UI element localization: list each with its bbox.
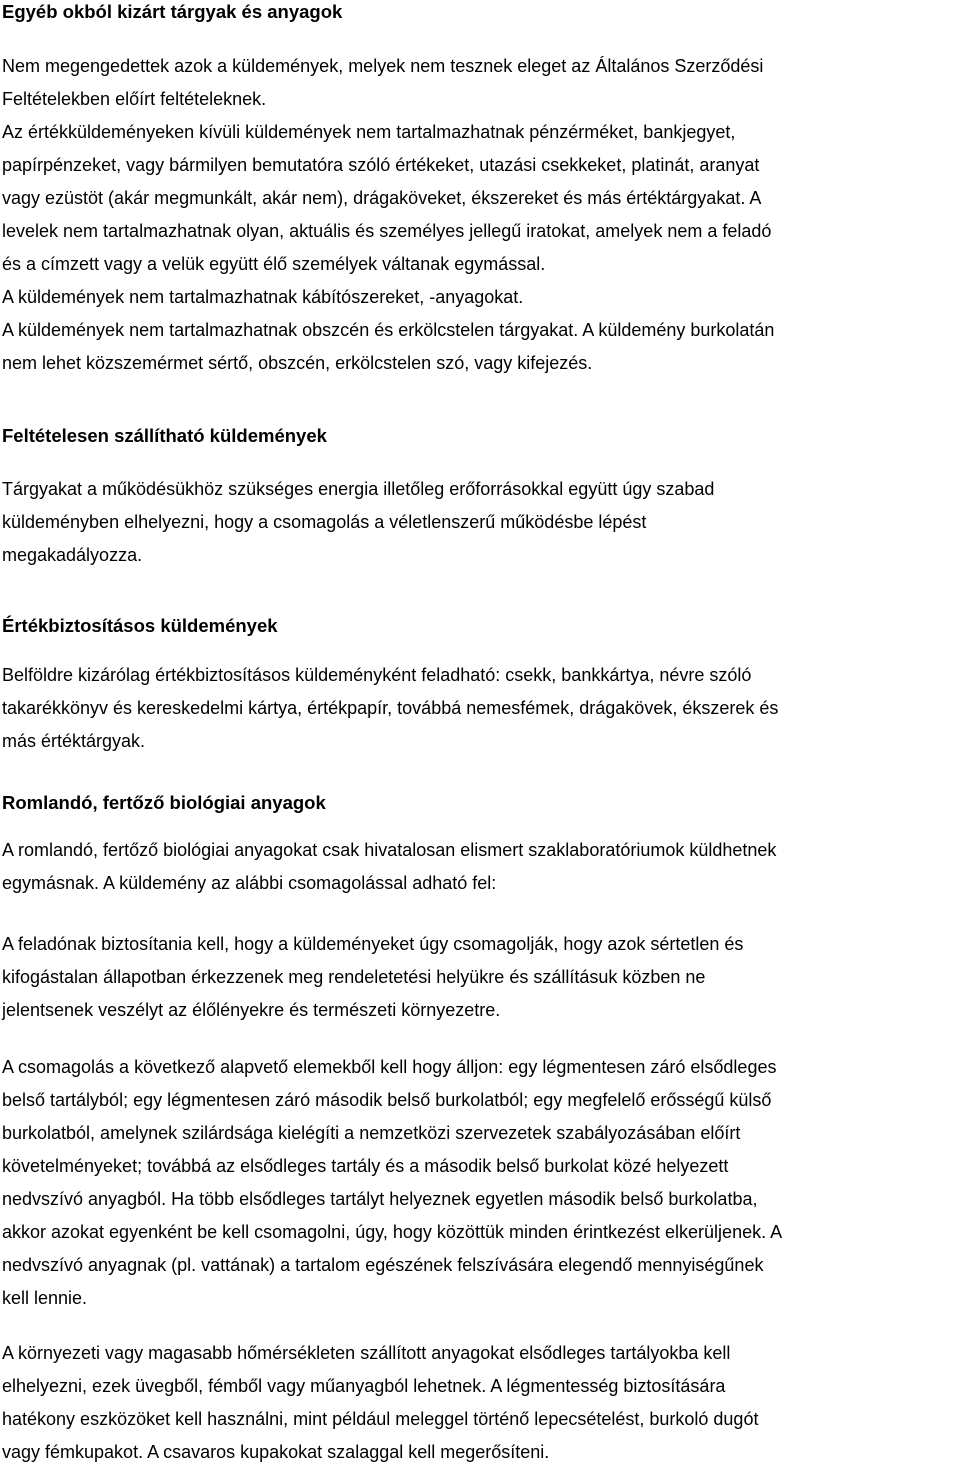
- text-line: vagy ezüstöt (akár megmunkált, akár nem), drágaköveket, ékszereket és más értéktárgyakat. A: [2, 188, 762, 208]
- text-line: nedvszívó anyagnak (pl. vattának) a tartalom egészének felszívására elegendő mennyiségűnek: [2, 1255, 764, 1275]
- text-line: takarékkönyv és kereskedelmi kártya, értékpapír, továbbá nemesfémek, drágakövek, ékszerek és: [2, 698, 779, 718]
- text-line: A romlandó, fertőző biológiai anyagokat csak hivatalosan elismert szaklaboratóriumok küldhetnek: [2, 840, 777, 860]
- text-line: A küldemények nem tartalmazhatnak kábítószereket, -anyagokat.: [2, 287, 524, 307]
- text-line: hatékony eszközöket kell használni, mint például meleggel történő lepecsételést, burkoló dugót: [2, 1409, 759, 1429]
- text-line: nem lehet közszemérmet sértő, obszcén, erkölcstelen szó, vagy kifejezés.: [2, 353, 593, 373]
- section-heading: Feltételesen szállítható küldemények: [2, 425, 327, 446]
- text-line: Feltételekben előírt feltételeknek.: [2, 89, 267, 109]
- paragraph: [2, 1337, 758, 1469]
- text-line: A csomagolás a következő alapvető elemekből kell hogy álljon: egy légmentesen záró elsődleges: [2, 1057, 777, 1077]
- text-line: A küldemények nem tartalmazhatnak obszcén és erkölcstelen tárgyakat. A küldemény burkolatán: [2, 320, 775, 340]
- section-heading: Értékbiztosításos küldemények: [2, 615, 278, 636]
- paragraph: [2, 473, 714, 572]
- text-line: kell lennie.: [2, 1288, 88, 1308]
- text-line: Tárgyakat a működésükhöz szükséges energia illetőleg erőforrásokkal együtt úgy szabad: [2, 479, 715, 499]
- section-heading: Egyéb okból kizárt tárgyak és anyagok: [2, 1, 343, 22]
- text-line: papírpénzeket, vagy bármilyen bemutatóra szóló értékeket, utazási csekkeket, platinát, aranyat: [2, 155, 760, 175]
- text-line: A feladónak biztosítania kell, hogy a küldeményeket úgy csomagolják, hogy azok sértetlen és: [2, 934, 744, 954]
- text-line: Nem megengedettek azok a küldemények, melyek nem tesznek eleget az Általános Szerződési: [2, 56, 764, 76]
- paragraph: [2, 50, 774, 380]
- text-line: követelményeket; továbbá az elsődleges tartály és a második belső burkolat közé helyezett: [2, 1156, 729, 1176]
- paragraph: [2, 1051, 782, 1315]
- text-line: elhelyezni, ezek üvegből, fémből vagy műanyagból lehetnek. A légmentesség biztosítására: [2, 1376, 726, 1396]
- text-line: kifogástalan állapotban érkezzenek meg rendeletetési helyükre és szállításuk közben ne: [2, 967, 706, 987]
- text-line: vagy fémkupakot. A csavaros kupakokat szalaggal kell megerősíteni.: [2, 1442, 550, 1462]
- text-line: egymásnak. A küldemény az alábbi csomagolással adható fel:: [2, 873, 497, 893]
- section-heading: Romlandó, fertőző biológiai anyagok: [2, 792, 326, 813]
- text-line: nedvszívó anyagból. Ha több elsődleges tartályt helyeznek egyetlen második belső burkolatba,: [2, 1189, 758, 1209]
- paragraph: [2, 659, 778, 758]
- text-line: jelentsenek veszélyt az élőlényekre és természeti környezetre.: [2, 1000, 501, 1020]
- text-line: megakadályozza.: [2, 545, 143, 565]
- paragraph: [2, 834, 776, 900]
- text-line: más értéktárgyak.: [2, 731, 146, 751]
- text-line: A környezeti vagy magasabb hőmérsékleten szállított anyagokat elsődleges tartályokba kell: [2, 1343, 731, 1363]
- text-line: burkolatból, amelynek szilárdsága kielégíti a nemzetközi szervezetek szabályozásában előírt: [2, 1123, 741, 1143]
- text-line: Az értékküldeményeken kívüli küldemények nem tartalmazhatnak pénzérméket, bankjegyet,: [2, 122, 736, 142]
- text-line: belső tartályból; egy légmentesen záró második belső burkolatból; egy megfelelő erősségű külső: [2, 1090, 772, 1110]
- text-line: küldeményben elhelyezni, hogy a csomagolás a véletlenszerű működésbe lépést: [2, 512, 647, 532]
- text-line: akkor azokat egyenként be kell csomagolni, úgy, hogy közöttük minden érintkezést elkerüljenek. A: [2, 1222, 783, 1242]
- paragraph: [2, 928, 743, 1027]
- text-line: levelek nem tartalmazhatnak olyan, aktuális és személyes jellegű iratokat, amelyek nem a feladó: [2, 221, 772, 241]
- text-line: Belföldre kizárólag értékbiztosításos küldeményként feladható: csekk, bankkártya, névre szóló: [2, 665, 752, 685]
- text-line: és a címzett vagy a velük együtt élő személyek váltanak egymással.: [2, 254, 546, 274]
